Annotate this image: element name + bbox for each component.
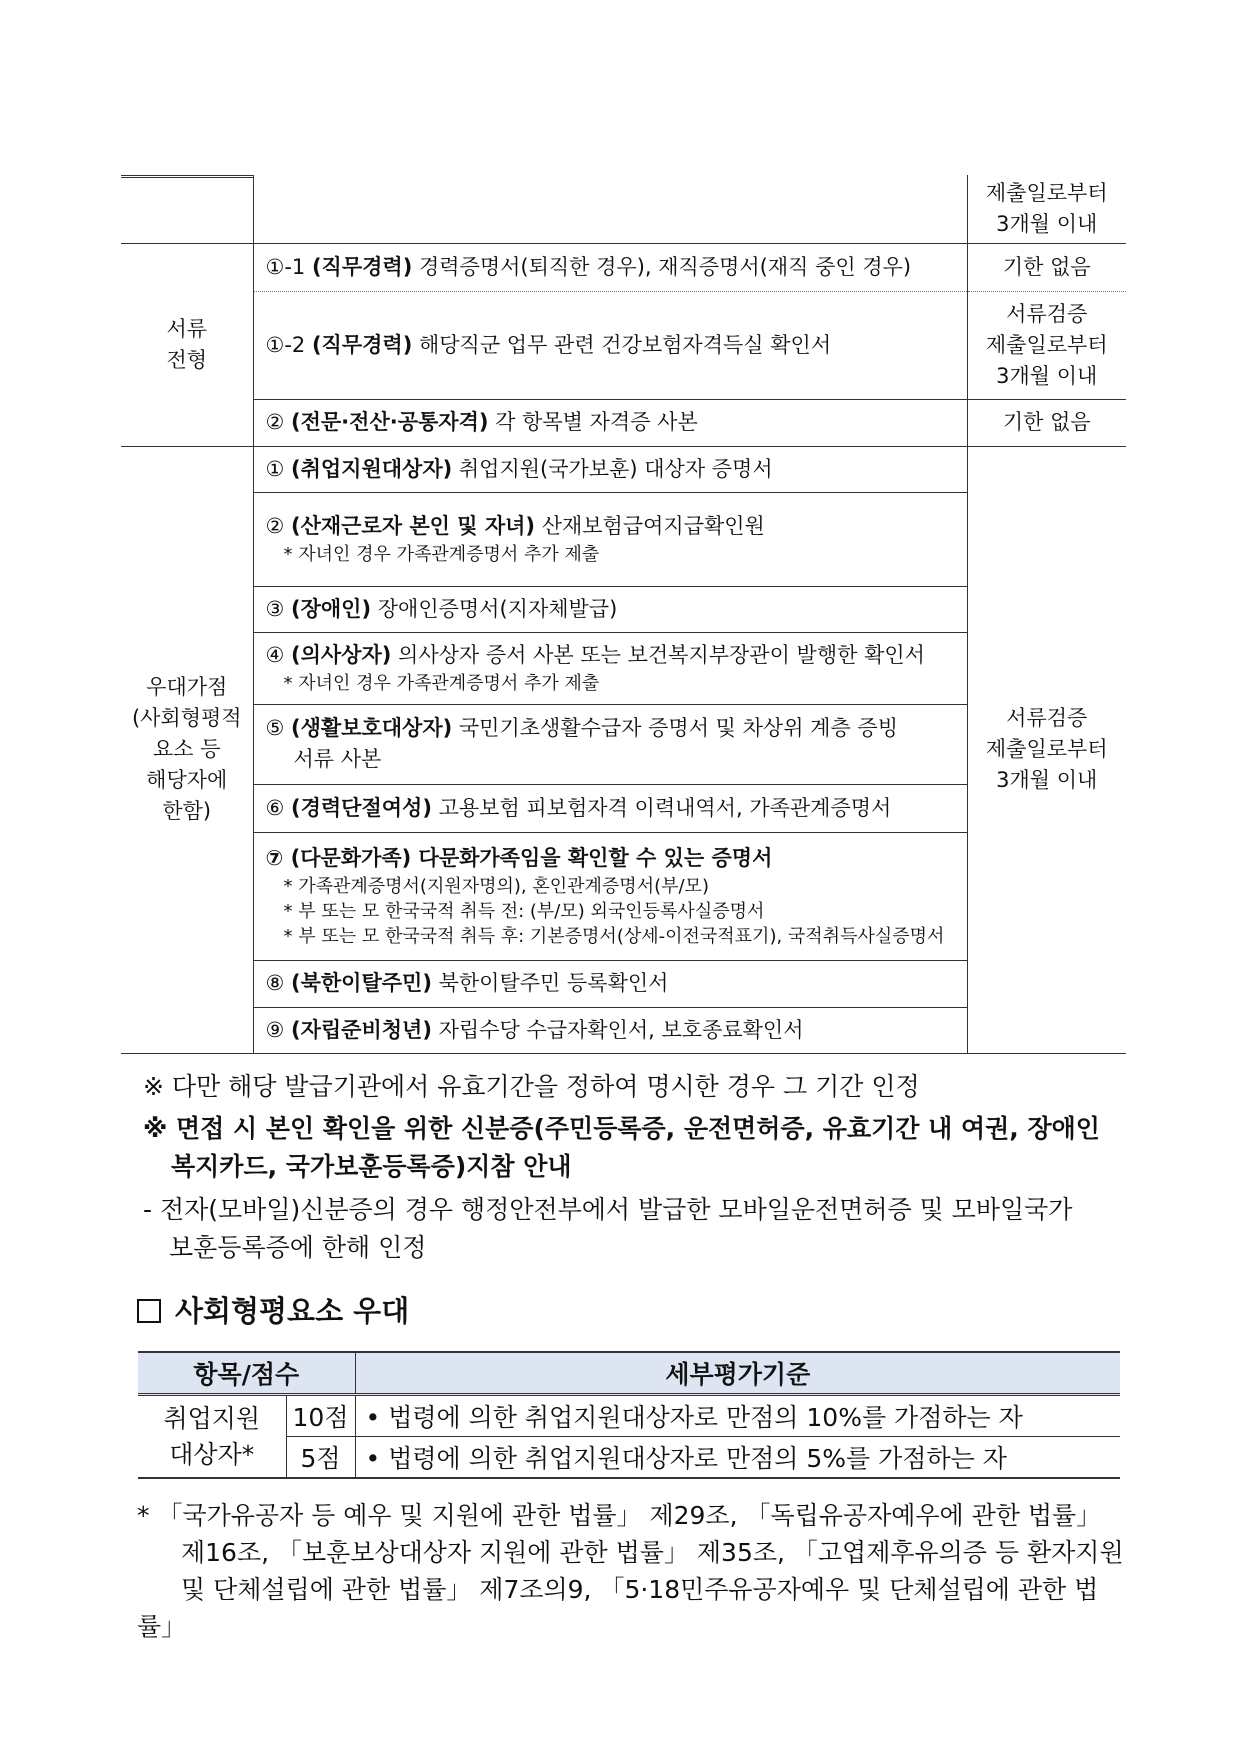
deadline-cell: 기한 없음 [967, 243, 1126, 291]
header-criteria: 세부평가기준 [355, 1352, 1120, 1395]
table-cell-item [253, 175, 967, 243]
requirement-item: ⑦ (다문화가족) 다문화가족임을 확인할 수 있는 증명서 * 가족관계증명서(지원자명의), 혼인관계증명서(부/모) * 부 또는 모 한국국적 취득 전: (부/모) 외국인등록사실증명서 * 부 또는 모 한국국적 취득 후: 기본증명서(상세-이전국적표기), 국적취득사실증명서 [253, 832, 967, 960]
checkbox-icon [137, 1299, 161, 1323]
footnote: * 「국가유공자 등 예우 및 지원에 관한 법률」 제29조, 「독립유공자예우에 관한 법률」 제16조, 「보훈보상대상자 지원에 관한 법률」 제35조, 「고엽제후유의증 등 환자지원 및 단체설립에 관한 법률」 제7조의9, 「5·18민주유공자예우 및 단체설립에 관한 법률」 [137, 1501, 1124, 1641]
score-table [138, 1351, 1120, 1479]
score-points: 5점 [286, 1437, 355, 1479]
category-document-screening: 서류 전형 [121, 243, 253, 446]
score-label: 취업지원 대상자* [138, 1395, 286, 1479]
note-mobile-id: - 전자(모바일)신분증의 경우 행정안전부에서 발급한 모바일운전면허증 및 모바일국가 보훈등록증에 한해 인정 [143, 1195, 1073, 1262]
score-points: 10점 [286, 1395, 355, 1437]
score-criteria: • 법령에 의한 취업지원대상자로 만점의 10%를 가점하는 자 [355, 1395, 1120, 1437]
score-criteria: • 법령에 의한 취업지원대상자로 만점의 5%를 가점하는 자 [355, 1437, 1120, 1479]
deadline-cell: 기한 없음 [967, 399, 1126, 446]
section-title: 사회형평요소 우대 [137, 1289, 409, 1330]
requirement-item: ② (산재근로자 본인 및 자녀) 산재보험급여지급확인원 * 자녀인 경우 가족관계증명서 추가 제출 [253, 492, 967, 586]
requirement-item: ④ (의사상자) 의사상자 증서 사본 또는 보건복지부장관이 발행한 확인서 * 자녀인 경우 가족관계증명서 추가 제출 [253, 632, 967, 704]
header-item-score: 항목/점수 [138, 1352, 355, 1395]
requirement-item: ② (전문·전산·공통자격) 각 항목별 자격증 사본 [253, 399, 967, 446]
requirement-item: ①-2 (직무경력) 해당직군 업무 관련 건강보험자격득실 확인서 [253, 291, 967, 399]
note-id-required: ※ 면접 시 본인 확인을 위한 신분증(주민등록증, 운전면허증, 유효기간 내 여권, 장애인 복지카드, 국가보훈등록증)지참 안내 [143, 1114, 1100, 1181]
deadline-cell: 서류검증 제출일로부터 3개월 이내 [967, 446, 1126, 1053]
table-cell-category [121, 175, 253, 243]
requirement-item: ⑤ (생활보호대상자) 국민기초생활수급자 증명서 및 차상위 계층 증빙 서류 사본 [253, 704, 967, 784]
note-validity: ※ 다만 해당 발급기관에서 유효기간을 정하여 명시한 경우 그 기간 인정 [143, 1072, 920, 1101]
category-preferential-points: 우대가점 (사회형평적 요소 등 해당자에 한함) [121, 446, 253, 1053]
requirement-item: ⑥ (경력단절여성) 고용보험 피보험자격 이력내역서, 가족관계증명서 [253, 784, 967, 832]
requirement-item: ③ (장애인) 장애인증명서(지자체발급) [253, 586, 967, 632]
deadline-cell: 서류검증 제출일로부터 3개월 이내 [967, 291, 1126, 399]
document-requirements-table [121, 175, 1126, 1054]
requirement-item: ①-1 (직무경력) 경력증명서(퇴직한 경우), 재직증명서(재직 중인 경우) [253, 243, 967, 291]
requirement-item: ① (취업지원대상자) 취업지원(국가보훈) 대상자 증명서 [253, 446, 967, 492]
deadline-cell: 제출일로부터 3개월 이내 [985, 180, 1108, 236]
requirement-item: ⑧ (북한이탈주민) 북한이탈주민 등록확인서 [253, 960, 967, 1007]
requirement-item: ⑨ (자립준비청년) 자립수당 수급자확인서, 보호종료확인서 [253, 1007, 967, 1053]
